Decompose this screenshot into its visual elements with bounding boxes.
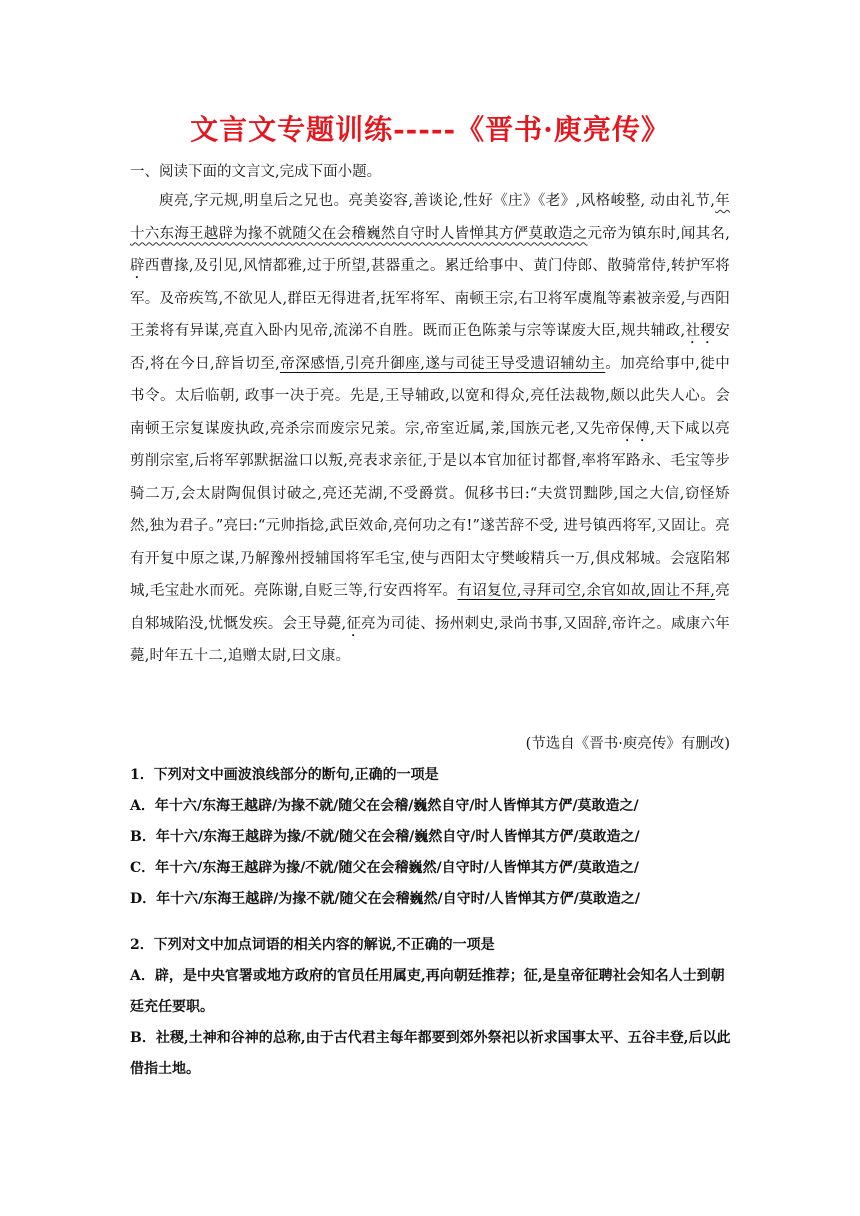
option-d[interactable]: D．年十六/东海王越辟/为掾不就/随父在会稽巍然/自守时/人皆惮其方俨/莫敢造之/ xyxy=(130,891,640,907)
source-citation: (节选自《晋书·庾亮传》有删改) xyxy=(525,736,730,752)
passage-segment: 。加亮给事中,徙中书令。太后临朝, 政事一决于亮。先是,王导辅政,以宽和得众,亮任法裁物,颇以此失人心。会南顿王宗复谋废执政,亮杀宗而废宗兄羕。宗,帝室近属,羕,国族元老,又先帝 xyxy=(130,355,730,437)
option-a[interactable]: A．辟，是中央官署或地方政府的官员任用属吏,再向朝廷推荐；征,是皇帝征聘社会知名人士到朝廷充任要职。 xyxy=(130,968,725,1015)
passage-segment: 元帝为镇东时,闻其名, xyxy=(587,225,730,242)
passage-segment: 安否,将在今日,辞旨切至, xyxy=(130,323,730,372)
dotted-word: 辟 xyxy=(130,258,145,274)
option-b[interactable]: B．年十六/东海王越辟为掾/不就/随父在会稽/巍然自守/时人皆惮其方俨/莫敢造之/ xyxy=(130,829,640,845)
question-1 xyxy=(130,760,735,915)
passage-segment: 亮为司徒、扬州刺史,录尚书事,又固辞,帝许之。咸康六年薨,时年五十二,追赠太尉,曰文康。 xyxy=(130,615,730,664)
passage-segment: ,天下咸以亮剪削宗室,后将军郭默据湓口以叛,亮表求亲征,于是以本官加征讨都督,率将军路永、毛宝等步骑二万,会太尉陶侃俱讨破之,亮还芜湖,不受爵赏。侃移书曰:“夫赏罚黜陟,国之大信,窃怪矫然,独为君子。”亮曰:“元帅指捻,武臣效命,亮何功之有!”遂苦辞不受, 进号镇西将军,又固让。亮有开复中原之谋,乃解豫州授辅国将军毛宝,使与西阳太守樊峻精兵一万,俱戍邾城。会寇陷邾城,毛宝赴水而死。亮陈谢,自贬三等,行安西将军。 xyxy=(130,420,730,599)
passage-text xyxy=(130,185,730,673)
wavy-underlined-segment: 年十六东海王越辟为掾不就随父在会稽巍然自守时人皆惮其方俨莫敢造之 xyxy=(130,193,730,242)
question-2 xyxy=(130,930,735,1085)
passage-segment: 亮自邾城陷没,忧慨发疾。会王导薨, xyxy=(130,583,731,632)
passage-segment: 庾亮,字元规,明皇后之兄也。亮美姿容,善谈论,性好《庄》《老》,风格峻整, 动由礼节, xyxy=(159,193,716,209)
document-title: 文言文专题训练-----《晋书·庾亮传》 xyxy=(190,113,670,146)
dotted-word: 征 xyxy=(346,615,362,632)
underlined-segment: 有诏复位,寻拜司空,余官如故,固让不拜, xyxy=(457,583,716,599)
dotted-word: 保傅 xyxy=(620,420,651,437)
question-stem: 1．下列对文中画波浪线部分的断句,正确的一项是 xyxy=(130,767,439,783)
passage-segment: 西曹掾,及引见,风情都雅,过于所望,甚器重之。累迁给事中、黄门侍郎、散骑常侍,转护军将军。及帝疾笃,不欲见人,群臣无得进者,抚军将军、南顿王宗,右卫将军虞胤等素被亲爱,与西阳王羕将有异谋,亮直入卧内见帝,流涕不自胜。既而正色陈羕与宗等谋废大臣,规共辅政, xyxy=(130,258,730,339)
question-stem: 2．下列对文中加点词语的相关内容的解说,不正确的一项是 xyxy=(130,937,495,953)
option-a[interactable]: A．年十六/东海王越辟/为掾不就/随父在会稽/巍然自守/时人皆惮其方俨/莫敢造之/ xyxy=(130,798,639,814)
dotted-word: 社稷 xyxy=(685,323,716,339)
option-c[interactable]: C．年十六/东海王越辟为掾/不就/随父在会稽巍然/自守时/人皆惮其方俨/莫敢造之/ xyxy=(130,860,639,876)
option-b[interactable]: B．社稷,土神和谷神的总称,由于古代君主每年都要到郊外祭祀以祈求国事太平、五谷丰登,后以此借指土地。 xyxy=(130,1030,731,1077)
underlined-segment: 帝深感悟,引亮升御座,遂与司徒王导受遗诏辅幼主 xyxy=(279,355,606,372)
section-intro: 一、阅读下面的文言文,完成下面小题。 xyxy=(130,164,382,180)
classical-passage xyxy=(130,185,730,673)
